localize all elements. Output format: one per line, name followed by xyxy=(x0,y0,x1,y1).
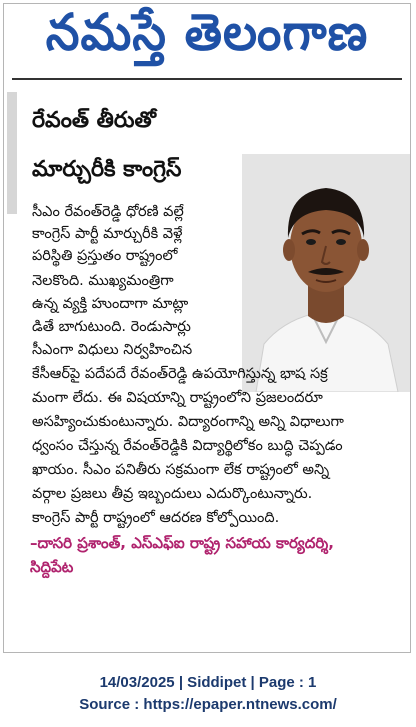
footer-source: Source : https://epaper.ntnews.com/ xyxy=(79,696,337,713)
masthead-title: నమస్తే తెలంగాణ xyxy=(45,3,369,63)
attribution-line-2: సిద్దిపేట xyxy=(30,558,74,576)
masthead-divider xyxy=(12,78,402,80)
article-line: అసహ్యించుకుంటున్నారు. విద్యారంగాన్ని అన్ని విధాలుగా xyxy=(32,414,344,430)
newspaper-clipping xyxy=(3,3,411,653)
article-line: వర్గాల ప్రజలు తీవ్ర ఇబ్బందులు ఎదుర్కొంటున్నారు. xyxy=(32,486,313,502)
sidebar-accent-bar xyxy=(7,92,17,214)
article-line: పరిస్థితి ప్రస్తుతం రాష్ట్రంలో xyxy=(32,248,178,264)
article-line: కేసీఆర్‌పై పదేపదే రేవంత్‌రెడ్డి ఉపయోగిస్తున్న భాష సక్ర xyxy=(32,366,328,382)
attribution-line-1: –దాసరి ప్రశాంత్, ఎస్‌ఎఫ్‌ఐ రాష్ట్ర సహాయ కార్యదర్శి, xyxy=(30,534,334,552)
article-line: సీఎం రేవంత్‌రెడ్డి ధోరణి వల్లే xyxy=(32,204,184,220)
footer-edition-info: 14/03/2025 | Siddipet | Page : 1 xyxy=(99,674,317,691)
article-line: కాంగ్రెస్ పార్టీ మార్చురీకి వెళ్లే xyxy=(32,226,183,242)
article-line: మంగా లేదు. ఈ విషయాన్ని రాష్ట్రంలోని ప్రజలందరూ xyxy=(32,390,323,406)
article-line: ఉన్న వ్యక్తి హుందాగా మాట్లా xyxy=(32,296,189,312)
masthead xyxy=(4,4,410,74)
headline-line-1: రేవంత్ తీరుతో xyxy=(32,108,156,133)
article-line: డితే బాగుటుంది. రెండుసార్లు xyxy=(32,319,191,335)
author-photo xyxy=(242,154,410,392)
headline-line-2: మార్చురీకి కాంగ్రెస్ xyxy=(32,157,182,182)
article-line: కాంగ్రెస్ పార్టీ రాష్ట్రంలో ఆదరణ కోల్పోయింది. xyxy=(32,510,280,526)
portrait-illustration xyxy=(242,154,410,392)
article-line: ధ్వంసం చేస్తున్న రేవంత్‌రెడ్డికి విద్యార్థిలోకం బుద్ధి చెప్పడం xyxy=(32,438,343,454)
article-line: ఖాయం. సీఎం పనితీరు సక్రమంగా లేక రాష్ట్రంలో అన్ని xyxy=(32,462,330,478)
article-line: నెలకొంది. ముఖ్యమంత్రిగా xyxy=(32,273,174,289)
article-line: సీఎంగా విధులు నిర్వహించిన xyxy=(32,342,193,358)
